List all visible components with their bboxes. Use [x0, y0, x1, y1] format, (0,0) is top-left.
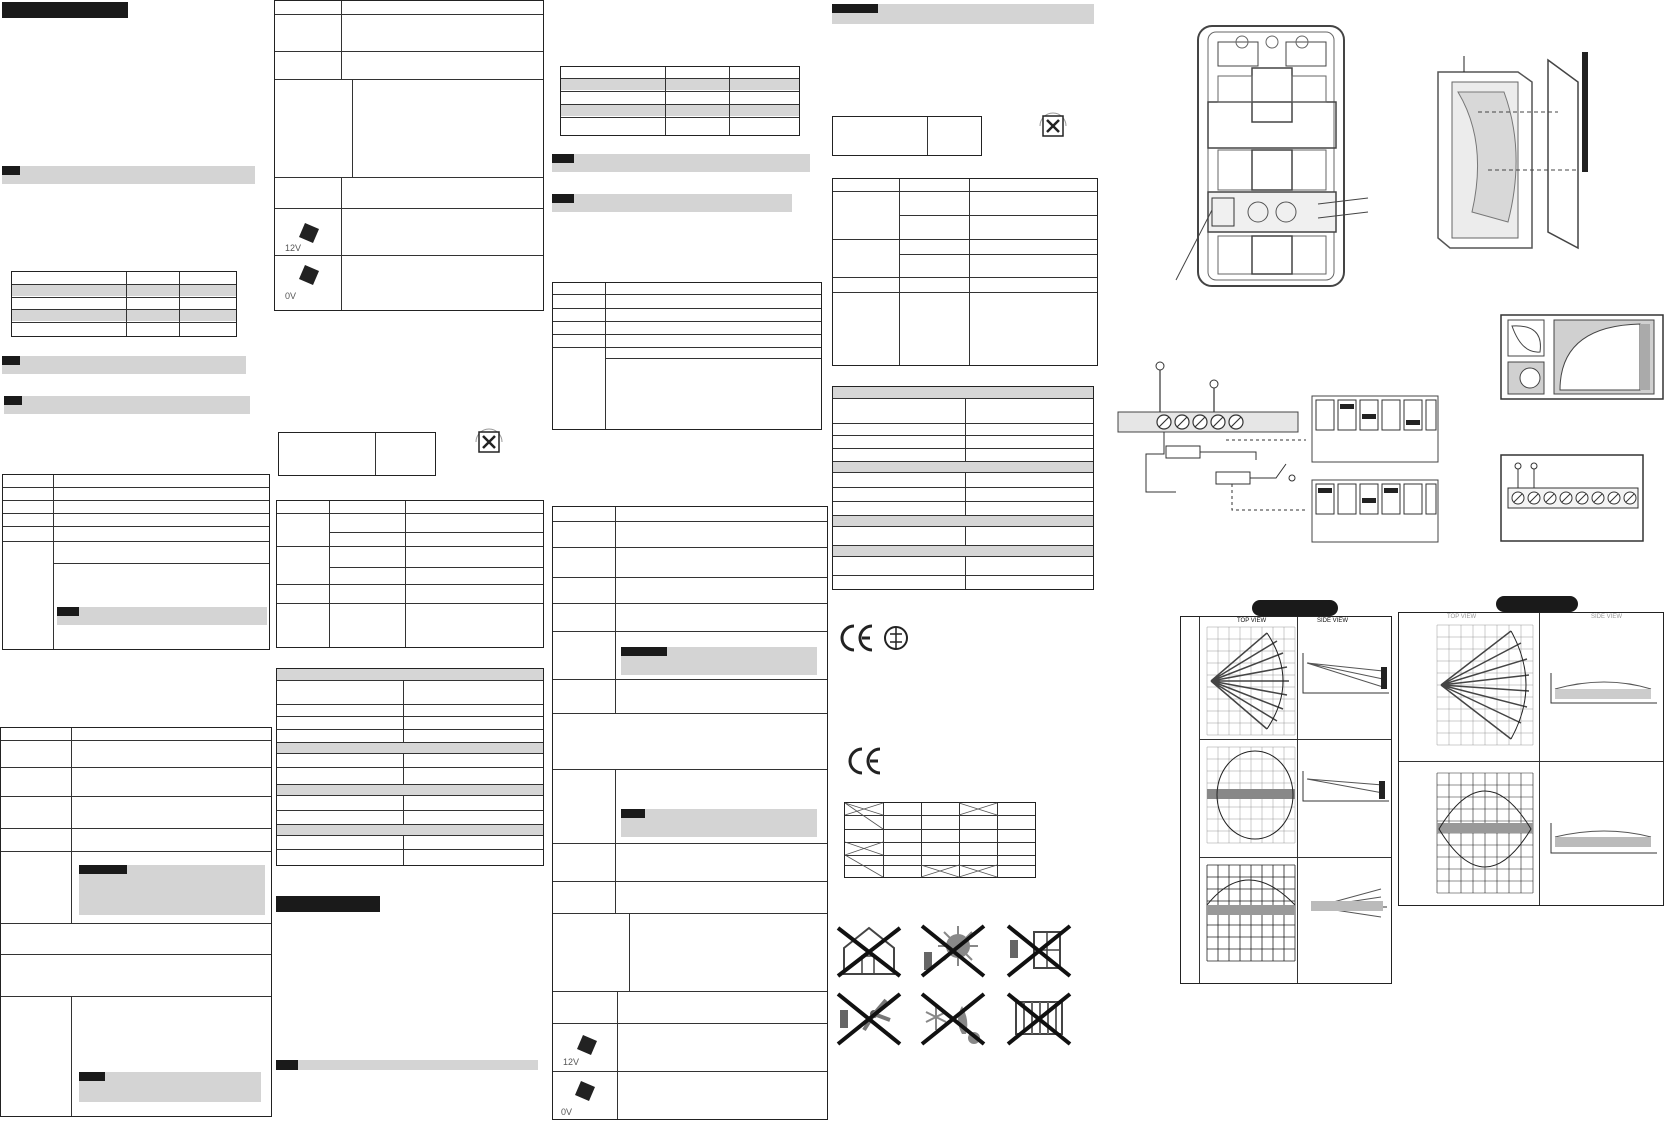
- settings-table: [0, 727, 272, 1117]
- section-band-tag: [552, 154, 574, 163]
- coverage-chart-a: [1180, 616, 1392, 984]
- terminal-table: [552, 282, 822, 430]
- svg-text:12V: 12V: [563, 1057, 580, 1067]
- tech-spec-table: [832, 386, 1094, 590]
- ce-mark-icon: [838, 620, 910, 656]
- jumper-0v-icon: [559, 1075, 607, 1119]
- section-band-tag: [4, 396, 22, 405]
- lens-orientation-diagram: [1500, 314, 1665, 400]
- no-heat-source-icon: [918, 990, 988, 1046]
- no-sunlight-icon: [918, 922, 988, 978]
- section-title-bar: [276, 896, 380, 912]
- top-view-label: TOP VIEW: [1237, 618, 1267, 624]
- section-band-tag: [832, 4, 878, 13]
- top-view-label: TOP VIEW: [1447, 614, 1477, 620]
- no-fan-icon: [834, 990, 904, 1046]
- coverage-chart-b: [1398, 612, 1664, 906]
- lens-label-pill: [1252, 600, 1338, 616]
- close-icon: [470, 424, 508, 460]
- section-band-tag: [2, 356, 20, 365]
- svg-text:12V: 12V: [285, 243, 302, 253]
- close-icon: [1034, 108, 1072, 144]
- range-table: [832, 178, 1098, 366]
- range-table: [276, 500, 544, 648]
- jumper-12v-icon: [559, 1027, 607, 1067]
- section-band: [4, 396, 250, 414]
- section-title-bar: [2, 2, 128, 18]
- section-band: [2, 356, 246, 374]
- jumper-0v-icon: [283, 259, 331, 305]
- wiring-diagram: [1116, 360, 1446, 544]
- lens-label-pill: [1496, 596, 1578, 612]
- no-window-icon: [1004, 922, 1074, 978]
- section-band: [552, 194, 792, 212]
- spec-table: [11, 271, 237, 337]
- wall-mount-diagram: [1428, 52, 1618, 264]
- terminal-strip-diagram: [1500, 454, 1644, 542]
- section-band: [552, 154, 810, 172]
- section-band-tag: [276, 1060, 298, 1070]
- no-outdoor-icon: [834, 922, 904, 978]
- housing-interior-diagram: [1168, 18, 1358, 294]
- section-band: [276, 1060, 538, 1070]
- side-view-label: SIDE VIEW: [1317, 618, 1349, 624]
- wiring-table: [832, 116, 982, 156]
- compatibility-table: [844, 802, 1036, 878]
- spec-table: [560, 66, 800, 136]
- wiring-table: [278, 432, 436, 476]
- jumper-12v-icon: [283, 213, 331, 253]
- jumper-table: [274, 0, 544, 311]
- no-radiator-icon: [1004, 990, 1074, 1046]
- section-band: [2, 166, 255, 184]
- section-band-tag: [2, 166, 20, 175]
- tech-spec-table: [276, 668, 544, 866]
- side-view-label: SIDE VIEW: [1591, 614, 1623, 620]
- terminal-table: [2, 474, 270, 650]
- svg-text:0V: 0V: [561, 1107, 573, 1117]
- settings-table: [552, 506, 828, 1120]
- svg-text:0V: 0V: [285, 291, 297, 301]
- ce-mark-icon: [846, 744, 886, 778]
- section-band-tag: [552, 194, 574, 203]
